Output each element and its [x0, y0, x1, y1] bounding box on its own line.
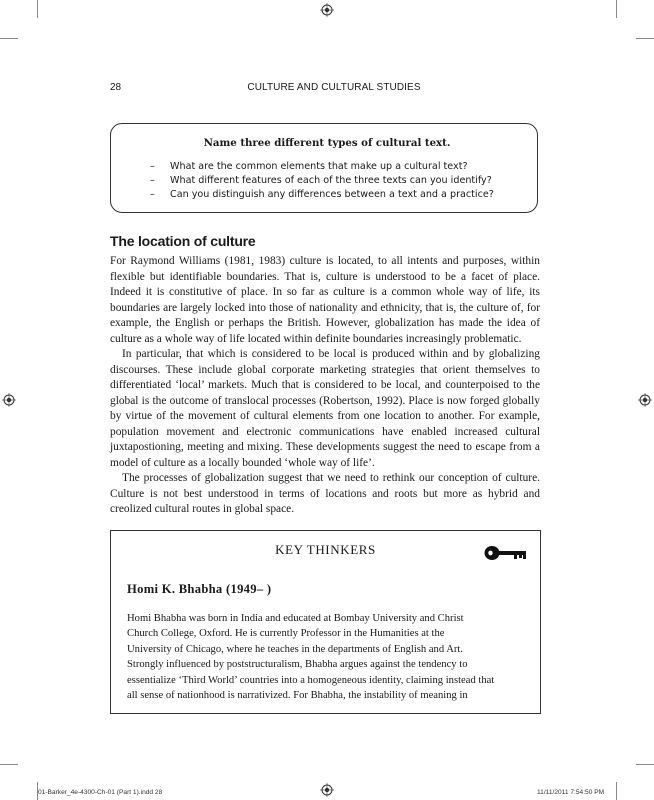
footer-file-name: 01-Barker_4e-4300-Ch-01 (Part 1).indd 28: [38, 789, 163, 796]
question-list: [150, 160, 494, 202]
crop-mark: [0, 38, 18, 39]
crop-mark: [0, 764, 18, 765]
crop-mark: [616, 0, 617, 18]
crop-mark: [636, 764, 654, 765]
list-item: [150, 188, 494, 202]
crop-mark: [616, 782, 617, 800]
crop-mark: [636, 38, 654, 39]
bio-line: Homi Bhabha was born in India and educated at Bombay University and Christ: [127, 613, 464, 624]
bio-line: University of Chicago, where he teaches in the departments of English and Art.: [127, 643, 463, 655]
bio-line: essentialize ‘Third World’ countries into a homogeneous identity, claiming instead that: [127, 674, 495, 686]
paragraph: In particular, that which is considered to be local is produced within and by globalizing discourses. These include global corporate marketing strategies that orient themselves to differentiated ‘local’ markets. Much that is considered to be local, and counterpoised to the global is the outcome of translocal processes (Robertson, 1992). Place is now forged globally by virtue of the movement of cultural elements from one location to another. For example, population movement and electronic communications have enabled increased cultural juxtapostioning, meeting and mixing. These developments suggest the need to escape from a model of culture as a locally bounded ‘whole way of life’.: [110, 348, 540, 469]
question-box-title: Name three different types of cultural text.: [203, 137, 451, 149]
page-number: 28: [110, 82, 122, 93]
registration-mark-icon: [638, 393, 652, 407]
paragraph: The processes of globalization suggest that we need to rethink our conception of culture. Culture is not best understood in terms of locations and roots but more as hybrid and creolized cultural routes in global space.: [110, 472, 540, 515]
section-heading: The location of culture: [110, 233, 256, 249]
dash-bullet: –: [150, 189, 155, 200]
key-thinkers-title: KEY THINKERS: [275, 542, 376, 557]
key-icon: [484, 545, 528, 561]
list-item: [150, 174, 494, 188]
dash-bullet: –: [150, 175, 155, 186]
body-text: [110, 254, 540, 518]
thinker-bio: [127, 611, 527, 703]
bio-line: Church College, Oxford. He is currently Professor in the Humanities at the: [127, 628, 445, 640]
crop-mark: [37, 0, 38, 18]
footer-timestamp: 11/11/2011 7:54:50 PM: [537, 789, 605, 796]
question-text: What are the common elements that make up a cultural text?: [170, 161, 468, 172]
registration-mark-icon: [320, 3, 334, 17]
registration-mark-icon: [320, 783, 334, 797]
thinker-name: Homi K. Bhabha (1949– ): [127, 582, 272, 596]
dash-bullet: –: [150, 161, 155, 172]
question-text: Can you distinguish any differences between a text and a practice?: [170, 189, 494, 200]
question-text: What different features of each of the three texts can you identify?: [170, 175, 492, 186]
bio-line: all sense of nationhood is narrativized. For Bhabha, the instability of meaning in: [127, 689, 468, 701]
paragraph: For Raymond Williams (1981, 1983) culture is located, to all intents and purposes, within flexible but identifiable boundaries. That is, culture is understood to be a facet of place. Indeed it is constitutive of place. In so far as culture is a common whole way of life, its boundaries are largely locked into those of nationality and ethnicity, that is, the culture of, for example, the English or perhaps the British. However, globalization has made the idea of culture as a whole way of life located within definite boundaries increasingly problematic.: [110, 255, 540, 345]
running-title: CULTURE AND CULTURAL STUDIES: [247, 82, 421, 93]
registration-mark-icon: [2, 393, 16, 407]
bio-line: Strongly influenced by poststructuralism, Bhabha argues against the tendency to: [127, 659, 468, 671]
list-item: [150, 160, 494, 174]
